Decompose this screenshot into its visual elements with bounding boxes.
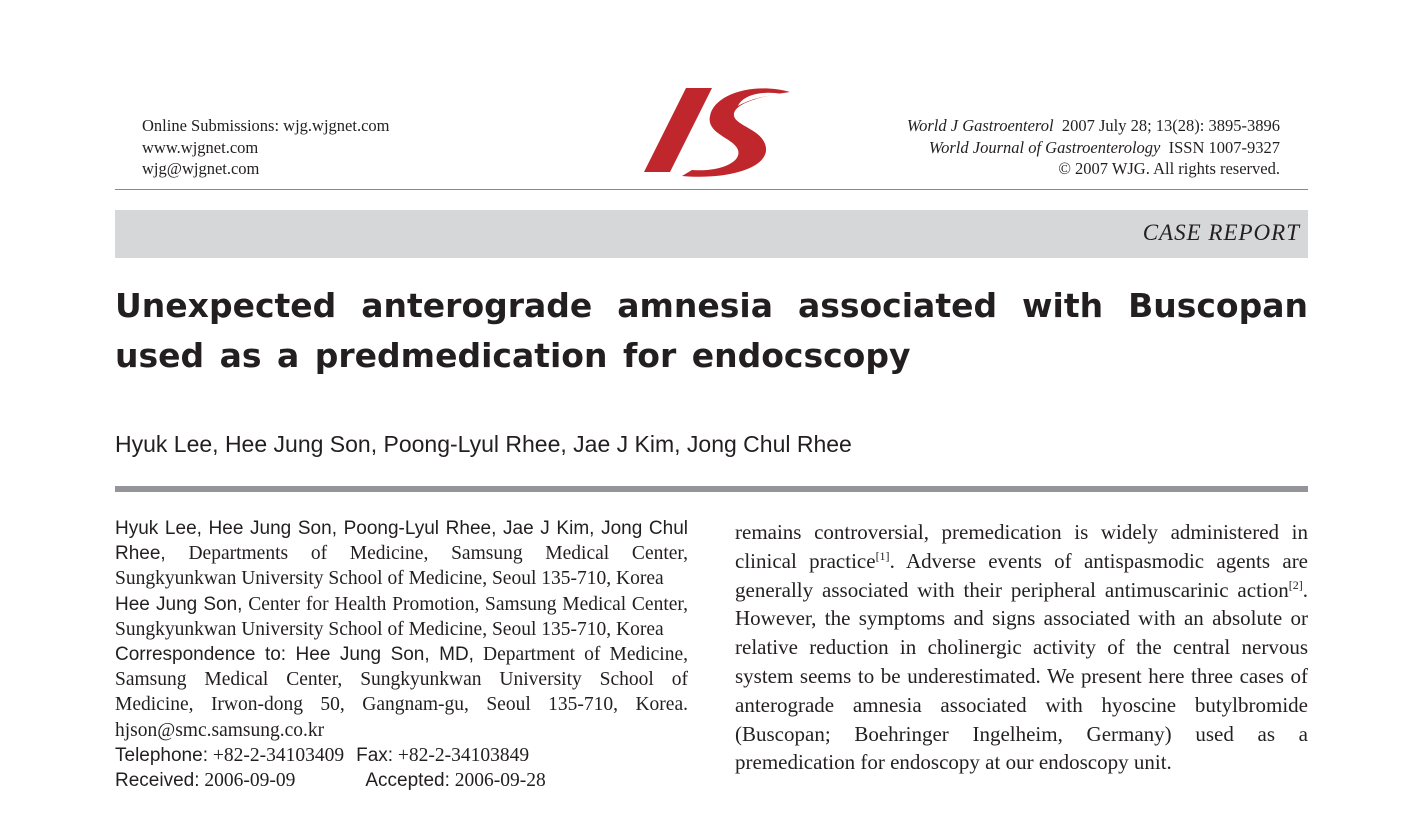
accepted-value: 2006-09-28 bbox=[454, 770, 546, 792]
received-label: Received: bbox=[115, 770, 200, 792]
author-list: Hyuk Lee, Hee Jung Son, Poong-Lyul Rhee, Jae J Kim, Jong Chul Rhee bbox=[115, 431, 852, 457]
logo-i-stroke bbox=[644, 88, 712, 172]
telephone-label: Telephone: bbox=[115, 744, 208, 766]
correspondence bbox=[115, 642, 688, 743]
affiliation-2-names: Hee Jung Son, bbox=[115, 593, 243, 615]
contact-numbers bbox=[115, 743, 688, 768]
accepted-label: Accepted: bbox=[365, 770, 450, 792]
body-column bbox=[735, 518, 1308, 777]
affiliations-column bbox=[115, 516, 688, 793]
body-segment-3: . However, the symptoms and signs associated with an absolute or relative reduction in cholinergic activity of the central nervous system seems to be underestimated. We present here three cases of anterograde amnesia associated with hyoscine butylbromide (Buscopan; Boehringer Ingelheim, Germany) used as a premedication for endoscopy at our endoscopy unit. bbox=[735, 577, 1308, 775]
journal-email: wjg@wjgnet.com bbox=[142, 159, 260, 178]
fax-label: Fax: bbox=[356, 744, 394, 766]
correspondence-label: Correspondence to: Hee Jung Son, MD, bbox=[115, 644, 474, 666]
dates bbox=[115, 768, 688, 793]
affiliation-2-text: Center for Health Promotion, Samsung Medical Center, Sungkyunkwan University School of Medicine, Seoul 135-710, Korea bbox=[115, 593, 689, 640]
reference-2[interactable]: [2] bbox=[1288, 577, 1303, 592]
telephone-value: +82-2-34103409 bbox=[212, 744, 345, 766]
affiliation-1 bbox=[115, 516, 688, 592]
citation-block bbox=[907, 115, 1280, 180]
section-label: CASE REPORT bbox=[1142, 220, 1300, 245]
body-segment-2: . Adverse events of antispasmodic agents are generally associated with their peripheral antimuscarinic action bbox=[735, 548, 1309, 602]
received-value: 2006-09-09 bbox=[204, 770, 296, 792]
journal-website: www.wjgnet.com bbox=[142, 137, 259, 157]
body-paragraph bbox=[735, 518, 1308, 777]
section-band bbox=[115, 210, 1308, 258]
journal-contact-block bbox=[142, 115, 390, 180]
fax-value: +82-2-34103849 bbox=[397, 744, 530, 766]
citation-line: World J Gastroenterol 2007 July 28; 13(28): 3895-3896 bbox=[906, 116, 1280, 135]
body-segment-1: remains controversial, premedication is widely administered in clinical practice bbox=[735, 520, 1308, 573]
authors-divider bbox=[115, 486, 1308, 492]
article-title: Unexpected anterograde amnesia associated with Buscopan used as a predmedication for endocscopy bbox=[115, 286, 1308, 375]
affiliation-1-text: Departments of Medicine, Samsung Medical Center, Sungkyunkwan University School of Medicine, Seoul 135-710, Korea bbox=[115, 543, 689, 590]
affiliation-1-names: Hyuk Lee, Hee Jung Son, Poong-Lyul Rhee, Jae J Kim, Jong Chul Rhee, bbox=[115, 518, 688, 565]
affiliation-2 bbox=[115, 592, 688, 642]
correspondence-text: Department of Medicine, Samsung Medical Center, Sungkyunkwan University School of Medicine, Irwon-dong 50, Gangnam-gu, Seoul 135-710, Korea. hjson@smc.samsung.co.kr bbox=[115, 644, 688, 741]
journal-logo bbox=[642, 86, 792, 178]
journal-line: World Journal of Gastroenterology ISSN 1007-9327 bbox=[928, 137, 1280, 157]
reference-1[interactable]: [1] bbox=[875, 548, 890, 563]
header-divider bbox=[115, 189, 1308, 190]
online-submissions: Online Submissions: wjg.wjgnet.com bbox=[142, 116, 390, 135]
copyright-line: © 2007 WJG. All rights reserved. bbox=[1058, 159, 1280, 178]
